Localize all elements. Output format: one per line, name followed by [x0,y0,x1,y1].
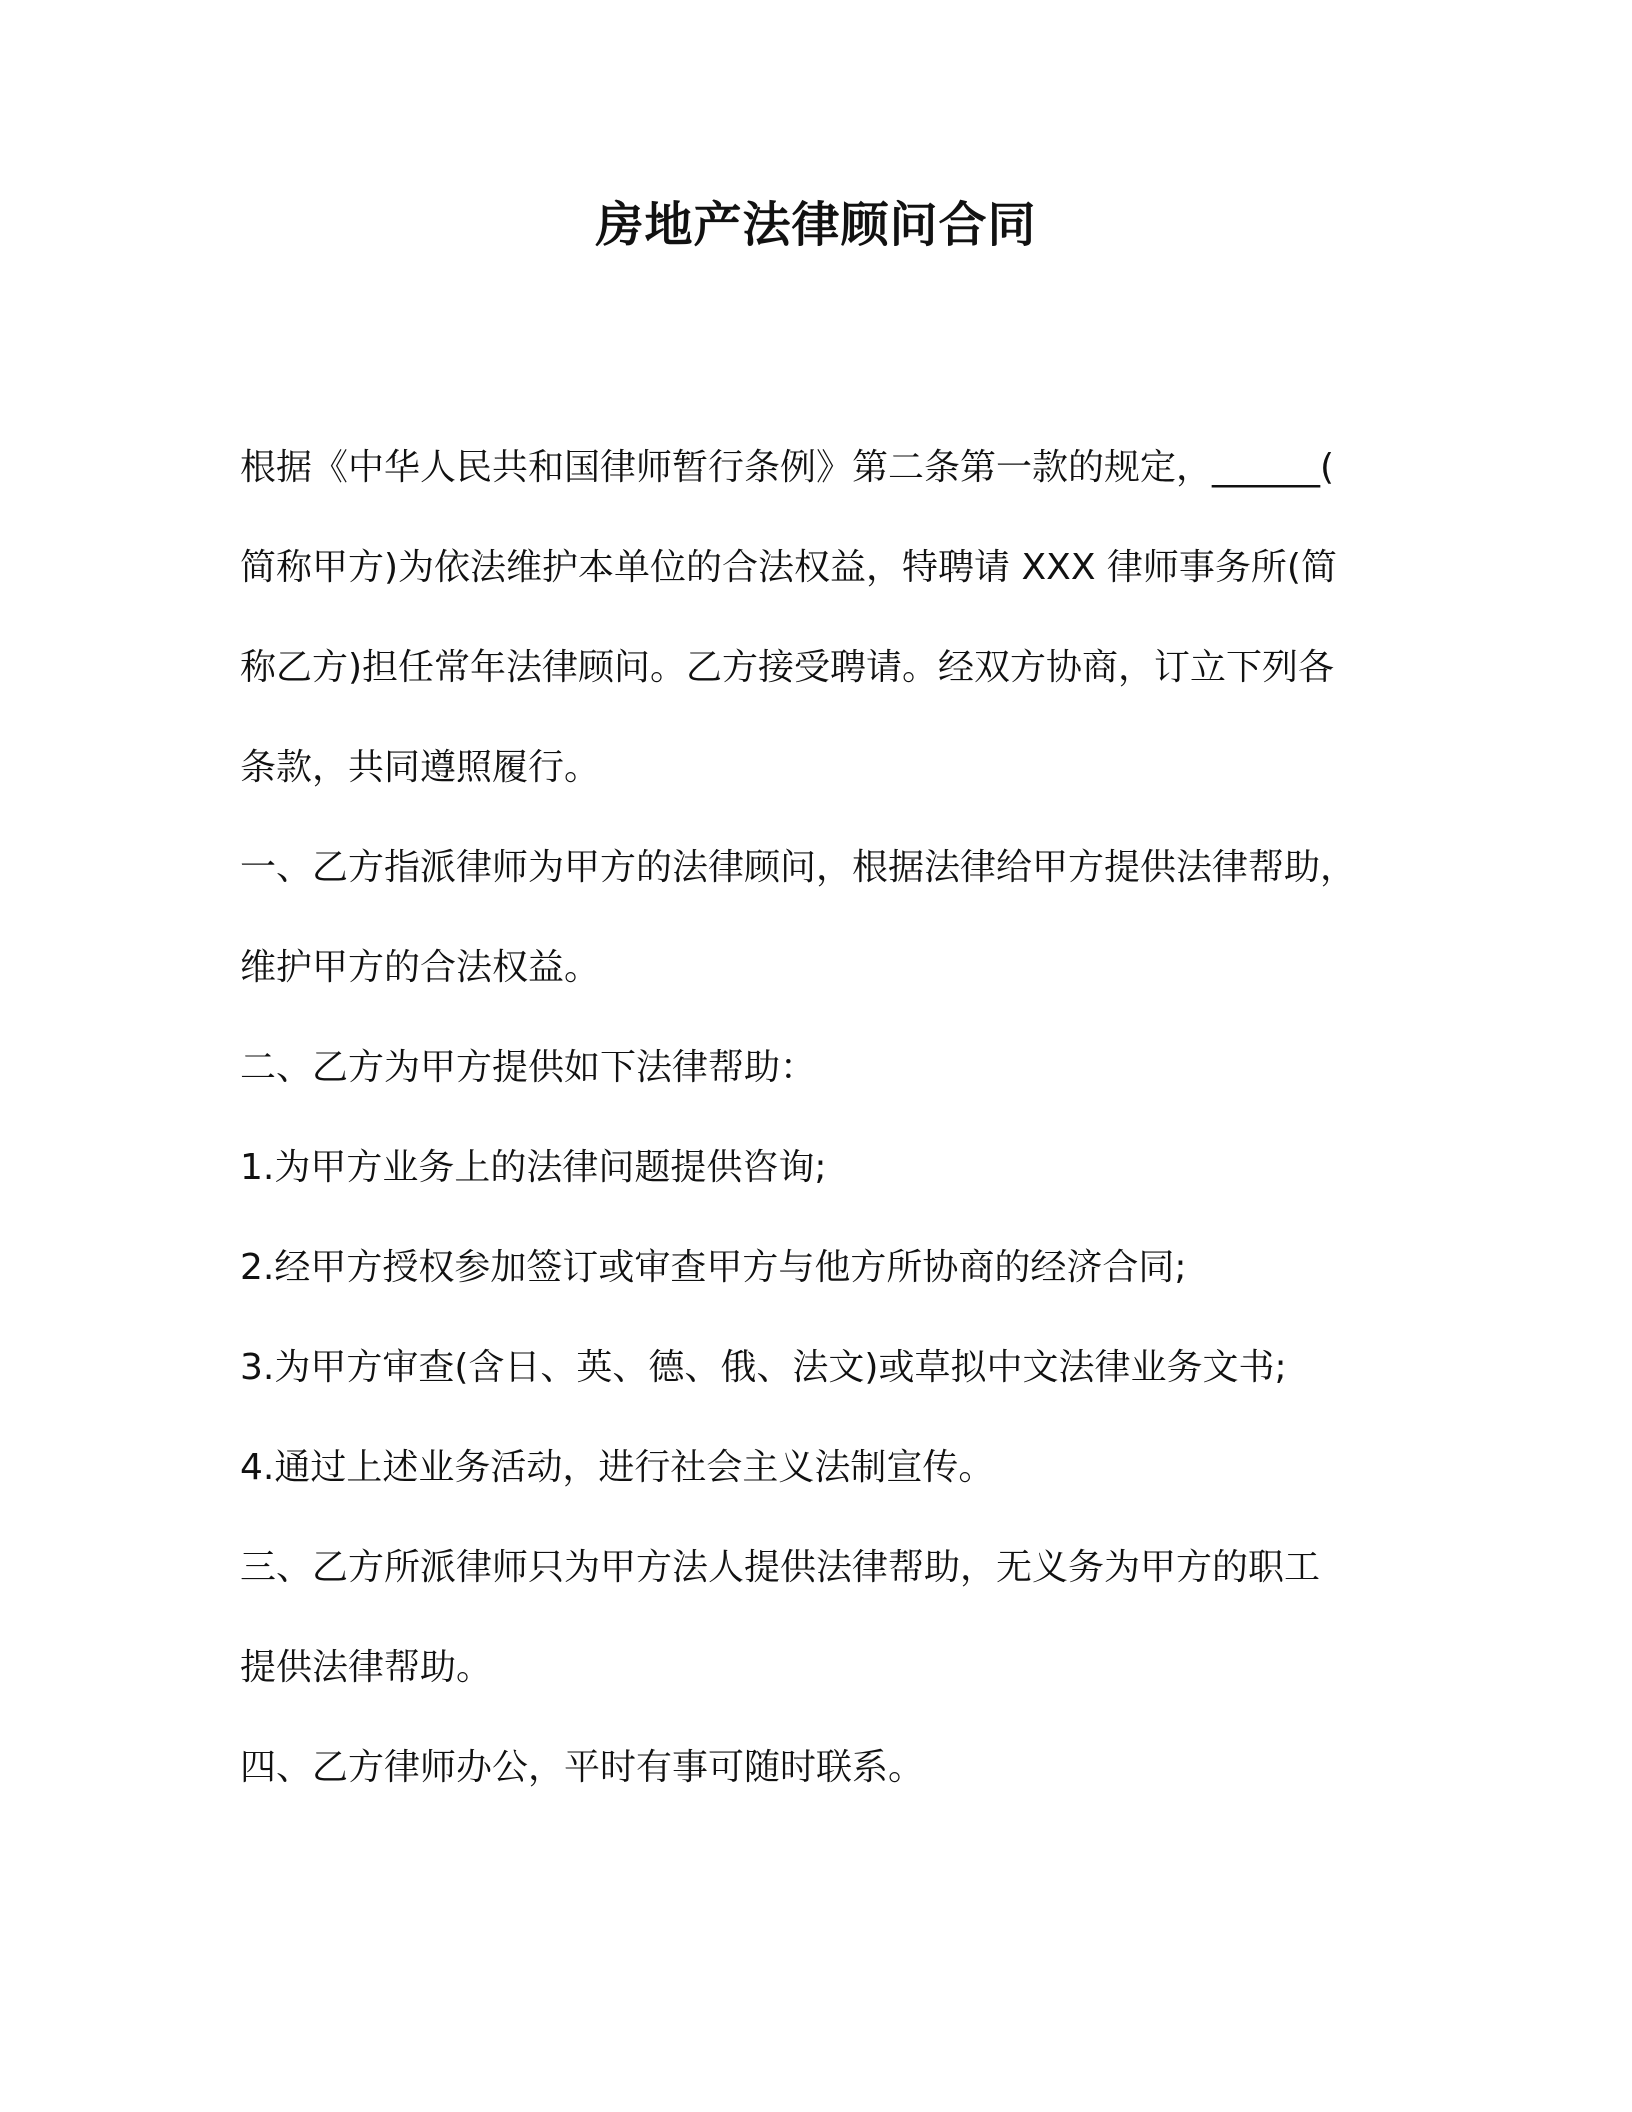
body-line: 三、乙方所派律师只为甲方法人提供法律帮助，无义务为甲方的职工 [240,1547,1321,1588]
body-line: 条款，共同遵照履行。 [240,747,601,788]
body-line: 提供法律帮助。 [240,1647,493,1688]
body-line: 称乙方)担任常年法律顾问。乙方接受聘请。经双方协商，订立下列各 [240,647,1335,688]
document-body [240,418,1390,1818]
document-title: 房地产法律顾问合同 [595,197,1037,253]
body-line: 四、乙方律师办公，平时有事可随时联系。 [240,1747,925,1788]
body-line: 一、乙方指派律师为甲方的法律顾问，根据法律给甲方提供法律帮助， [240,847,1357,888]
body-line: 根据《中华人民共和国律师暂行条例》第二条第一款的规定，______( [240,447,1335,488]
body-line: 3.为甲方审查(含日、英、德、俄、法文)或草拟中文法律业务文书; [240,1347,1287,1388]
body-line: 4.通过上述业务活动，进行社会主义法制宣传。 [240,1447,995,1488]
body-line: 2.经甲方授权参加签订或审查甲方与他方所协商的经济合同; [240,1247,1187,1288]
body-line: 二、乙方为甲方提供如下法律帮助： [240,1047,817,1088]
body-line: 1.为甲方业务上的法律问题提供咨询; [240,1147,827,1188]
body-line: 简称甲方)为依法维护本单位的合法权益，特聘请 XXX 律师事务所(简 [240,547,1337,588]
body-line: 维护甲方的合法权益。 [240,947,601,988]
